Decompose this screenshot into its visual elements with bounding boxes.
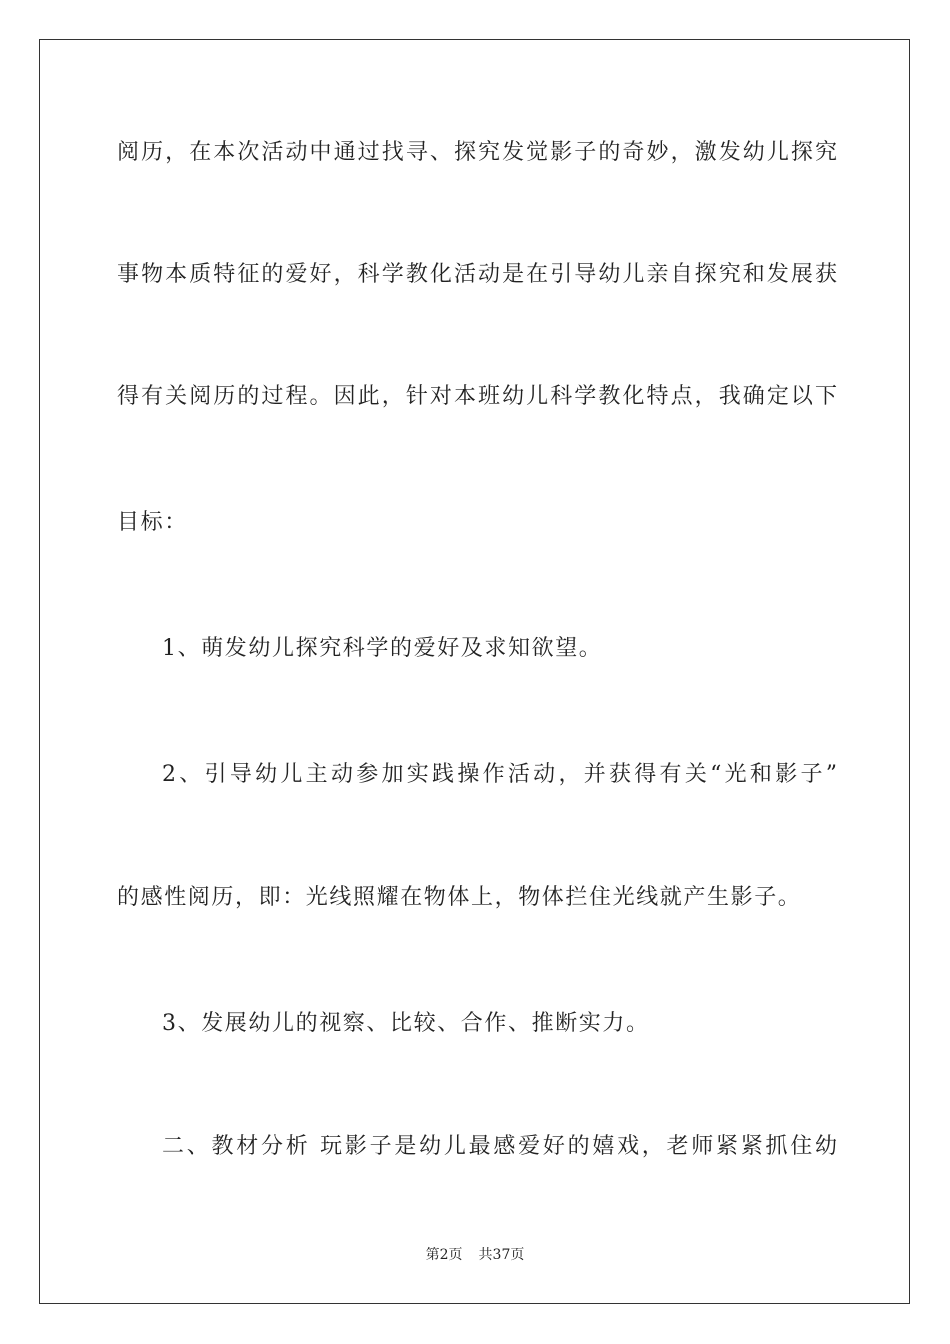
page-total: 共37页 <box>478 1247 525 1263</box>
page-border <box>39 39 910 1304</box>
page-number: 第2页 <box>425 1247 463 1263</box>
text-line-7: 的感性阅历，即：光线照耀在物体上，物体拦住光线就产生影子。 <box>117 885 802 910</box>
list-item-3: 3、发展幼儿的视察、比较、合作、推断实力。 <box>162 1011 650 1036</box>
text-line-4: 目标： <box>117 510 188 535</box>
text-line-3: 得有关阅历的过程。因此，针对本班幼儿科学教化特点，我确定以下 <box>117 384 837 409</box>
text-line-1: 阅历，在本次活动中通过找寻、探究发觉影子的奇妙，激发幼儿探究 <box>117 140 837 165</box>
page-footer <box>0 1244 950 1264</box>
text-line-2: 事物本质特征的爱好，科学教化活动是在引导幼儿亲自探究和发展获 <box>117 262 837 287</box>
list-item-2: 2、引导幼儿主动参加实践操作活动，并获得有关“光和影子” <box>162 762 837 787</box>
list-item-1: 1、萌发幼儿探究科学的爱好及求知欲望。 <box>162 636 603 661</box>
section-heading-line: 二、教材分析 玩影子是幼儿最感爱好的嬉戏，老师紧紧抓住幼 <box>162 1134 837 1159</box>
